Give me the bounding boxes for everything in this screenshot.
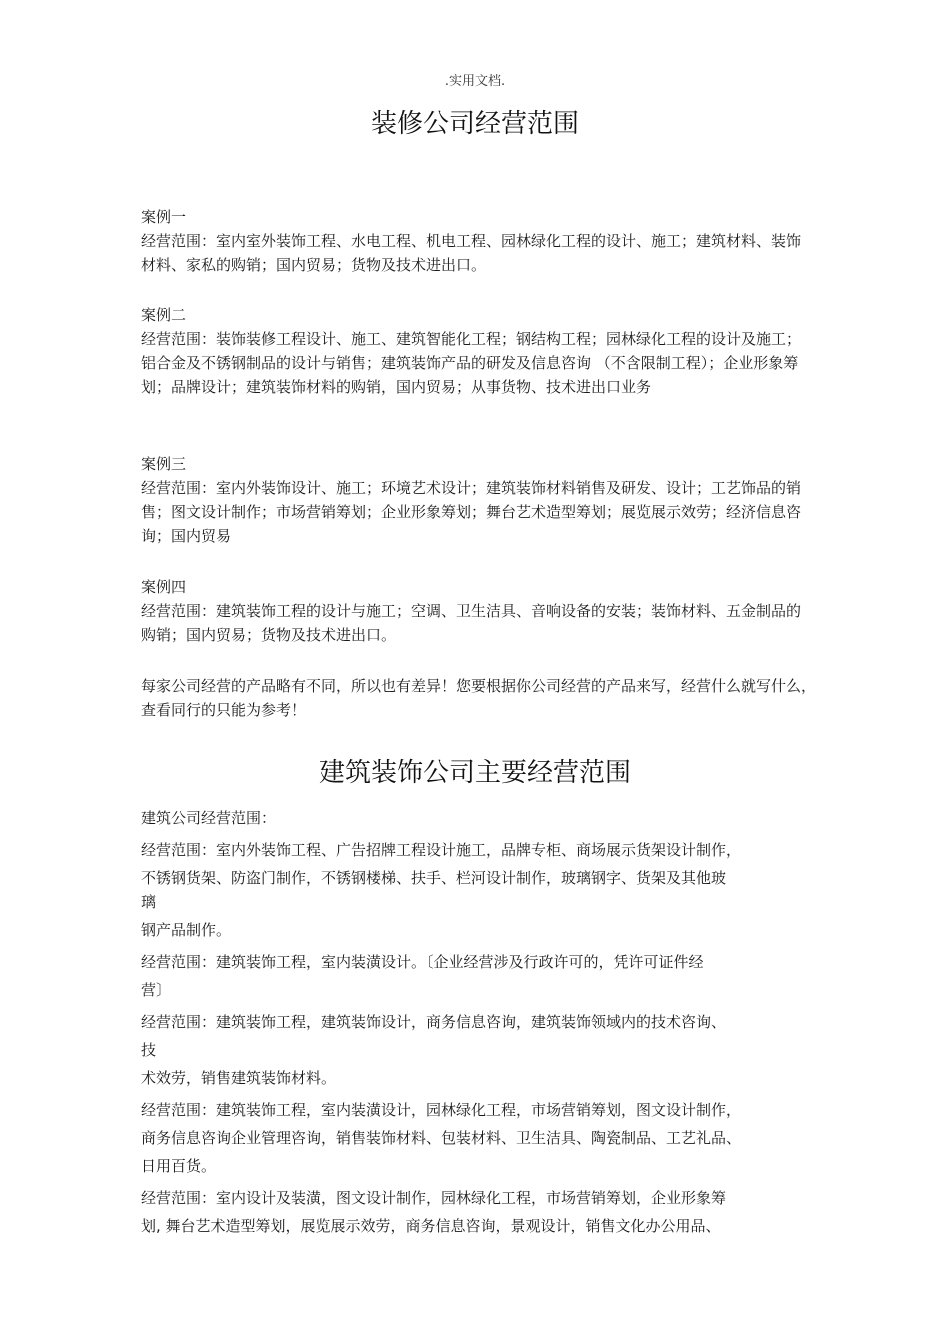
scope-line: 术效劳，销售建筑装饰材料。 [141,1069,337,1087]
case-block [141,205,813,277]
note-paragraph [141,674,817,722]
case-block [141,452,813,548]
scope-line: 经营范围：建筑装饰工程，室内装潢设计。〔企业经营涉及行政许可的，凭许可证件经 [141,953,704,971]
scope-line: 经营范围：室内设计及装潢，图文设计制作，园林绿化工程，市场营销筹划，企业形象筹 [141,1189,727,1207]
case-label: 案例二 [141,306,187,324]
section2-intro: 建筑公司经营范围： [141,809,277,827]
note-text: 每家公司经营的产品略有不同，所以也有差异！您要根据你公司经营的产品来写，经营什么就写什么，查看同行的只能为参考！ [141,677,817,719]
scope-line: 营〕 [141,981,172,999]
case-text: 经营范围：室内外装饰设计、施工；环境艺术设计；建筑装饰材料销售及研发、设计；工艺饰品的销售；图文设计制作；市场营销筹划；企业形象筹划；舞台艺术造型筹划；展览展示效劳；经济信息咨询；国内贸易 [141,479,802,545]
page-header: .实用文档. [444,74,506,89]
scope-line: 经营范围：室内外装饰工程、广告招牌工程设计施工，品牌专柜、商场展示货架设计制作， [141,841,742,859]
scope-line: 经营范围：建筑装饰工程，室内装潢设计，园林绿化工程，市场营销筹划，图文设计制作， [141,1101,742,1119]
scope-line: 技 [141,1041,157,1059]
scope-line: 不锈钢货架、防盗门制作，不锈钢楼梯、扶手、栏河设计制作，玻璃钢字、货架及其他玻 [141,869,727,887]
scope-line: 日用百货。 [141,1157,217,1175]
scope-line: 璃 [141,893,157,911]
case-text: 经营范围：装饰装修工程设计、施工、建筑智能化工程；钢结构工程；园林绿化工程的设计及施工；铝合金及不锈钢制品的设计与销售；建筑装饰产品的研发及信息咨询 （不含限制工程）；企业形象筹划；品牌设计；建筑装饰材料的购销，国内贸易；从事货物、技术进出口业务 [141,330,802,396]
section-title: 建筑装饰公司主要经营范围 [318,758,631,788]
case-text: 经营范围：建筑装饰工程的设计与施工；空调、卫生洁具、音响设备的安装；装饰材料、五金制品的购销；国内贸易；货物及技术进出口。 [141,602,802,644]
case-label: 案例四 [141,578,187,596]
scope-line: 经营范围：建筑装饰工程，建筑装饰设计，商务信息咨询，建筑装饰领域内的技术咨询、 [141,1013,727,1031]
case-label: 案例一 [141,208,187,226]
case-text: 经营范围：室内室外装饰工程、水电工程、机电工程、园林绿化工程的设计、施工；建筑材料、装饰材料、家私的购销；国内贸易；货物及技术进出口。 [141,232,802,274]
case-block [141,303,813,399]
case-label: 案例三 [141,455,187,473]
section2-body [141,806,821,1246]
case-block [141,575,813,647]
scope-line: 钢产品制作。 [141,921,232,939]
scope-line: 商务信息咨询企业管理咨询，销售装饰材料、包装材料、卫生洁具、陶瓷制品、工艺礼品、 [141,1129,742,1147]
main-title: 装修公司经营范围 [370,109,579,139]
scope-line: 划, 舞台艺术造型筹划，展览展示效劳，商务信息咨询，景观设计，销售文化办公用品、 [141,1217,721,1235]
